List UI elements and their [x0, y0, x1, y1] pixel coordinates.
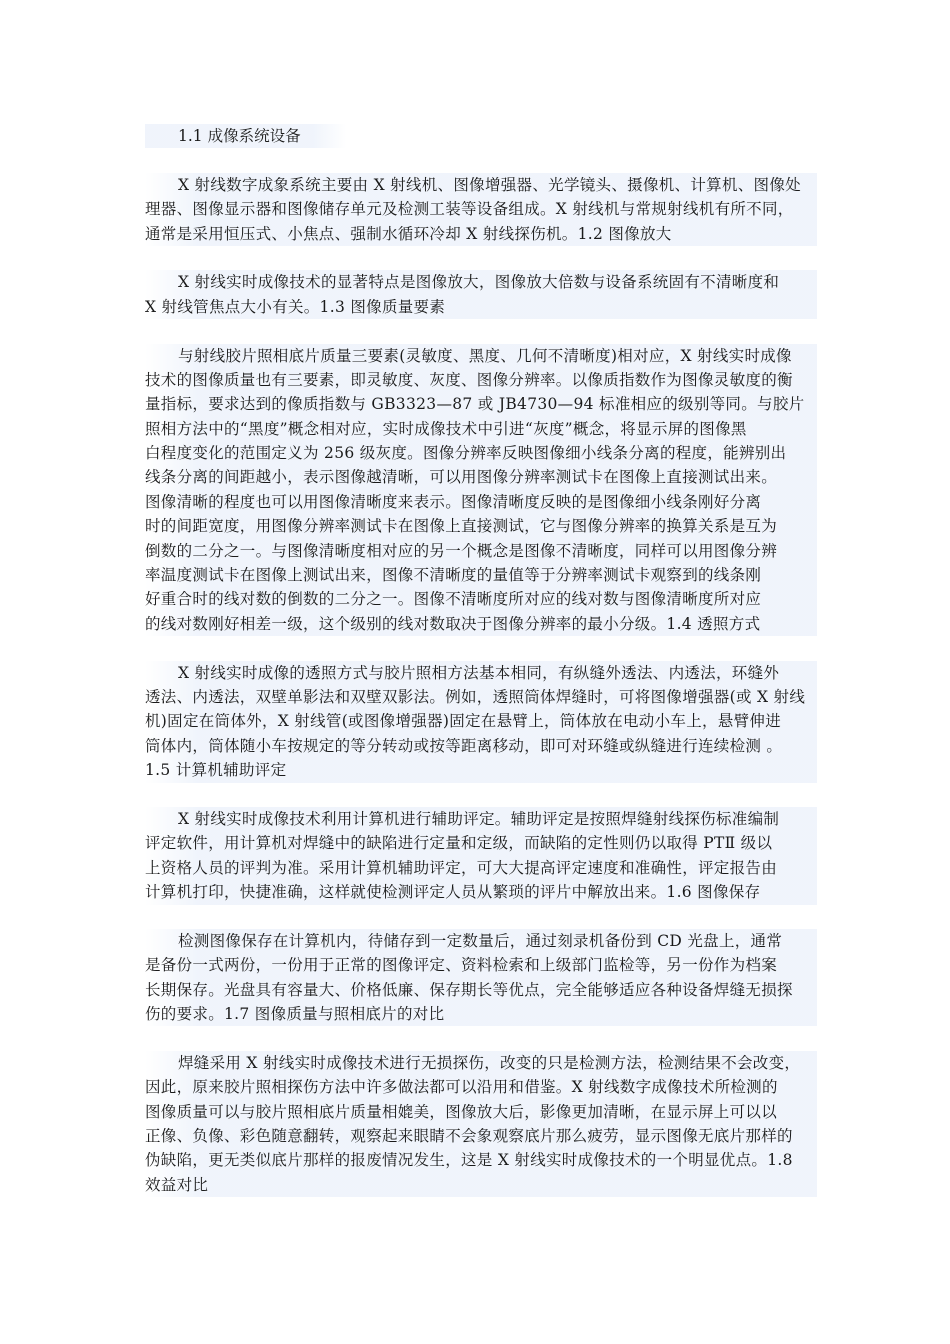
text-line: 时的间距宽度，用图像分辨率测试卡在图像上直接测试，它与图像分辨率的换算关系是互为 — [145, 514, 817, 538]
text-line: 焊缝采用 X 射线实时成像技术进行无损探伤，改变的只是检测方法，检测结果不会改变， — [145, 1051, 817, 1075]
text-line: X 射线实时成像技术的显著特点是图像放大，图像放大倍数与设备系统固有不清晰度和 — [145, 270, 817, 294]
text-line: 线条分离的间距越小，表示图像越清晰，可以用图像分辨率测试卡在图像上直接测试出来。 — [145, 465, 817, 489]
text-line: X 射线管焦点大小有关。1.3 图像质量要素 — [145, 295, 817, 319]
paragraph-equipment — [145, 173, 817, 246]
paragraph-gap — [145, 319, 817, 343]
text-line: 通常是采用恒压式、小焦点、强制水循环冷却 X 射线探伤机。1.2 图像放大 — [145, 222, 817, 246]
text-line: 效益对比 — [145, 1173, 817, 1197]
text-line: 筒体内，筒体随小车按规定的等分转动或按等距离移动，即可对环缝或纵缝进行连续检测 。 — [145, 734, 817, 758]
text-line: 理器、图像显示器和图像储存单元及检测工装等设备组成。X 射线机与常规射线机有所不同， — [145, 197, 817, 221]
text-line: 率温度测试卡在图像上测试出来，图像不清晰度的量值等于分辨率测试卡观察到的线条刚 — [145, 563, 817, 587]
text-line: 的线对数刚好相差一级，这个级别的线对数取决于图像分辨率的最小分级。1.4 透照方式 — [145, 612, 817, 636]
document-body — [145, 124, 817, 1197]
text-line: 照相方法中的“黑度”概念相对应，实时成像技术中引进“灰度”概念，将显示屏的图像黑 — [145, 417, 817, 441]
paragraph-computer-aided — [145, 807, 817, 905]
text-line: 透法、内透法，双壁单影法和双壁双影法。例如，透照筒体焊缝时，可将图像增强器(或 X 射线 — [145, 685, 817, 709]
text-line: 技术的图像质量也有三要素，即灵敏度、灰度、图像分辨率。以像质指数作为图像灵敏度的衡 — [145, 368, 817, 392]
paragraph-gap — [145, 246, 817, 270]
text-line: 1.5 计算机辅助评定 — [145, 758, 817, 782]
text-line: 因此，原来胶片照相探伤方法中许多做法都可以沿用和借鉴。X 射线数字成像技术所检测的 — [145, 1075, 817, 1099]
text-line: 量指标，要求达到的像质指数与 GB3323—87 或 JB4730—94 标准相应的级别等同。与胶片 — [145, 392, 817, 416]
paragraph-magnification — [145, 270, 817, 319]
paragraph-gap — [145, 148, 817, 172]
paragraph-gap — [145, 1026, 817, 1050]
paragraph-image-storage — [145, 929, 817, 1027]
text-line: 倒数的二分之一。与图像清晰度相对应的另一个概念是图像不清晰度，同样可以用图像分辨 — [145, 539, 817, 563]
paragraph-gap — [145, 905, 817, 929]
text-line: 伪缺陷，更无类似底片那样的报废情况发生，这是 X 射线实时成像技术的一个明显优点。1.8 — [145, 1148, 817, 1172]
text-line: 伤的要求。1.7 图像质量与照相底片的对比 — [145, 1002, 817, 1026]
text-line: X 射线实时成像的透照方式与胶片照相方法基本相同，有纵缝外透法、内透法，环缝外 — [145, 661, 817, 685]
paragraph-transillumination — [145, 661, 817, 783]
text-line: 是备份一式两份，一份用于正常的图像评定、资料检索和上级部门监检等，另一份作为档案 — [145, 953, 817, 977]
text-line: 好重合时的线对数的倒数的二分之一。图像不清晰度所对应的线对数与图像清晰度所对应 — [145, 587, 817, 611]
section-heading: 1.1 成像系统设备 — [145, 124, 817, 148]
paragraph-quality-comparison — [145, 1051, 817, 1197]
text-line: 长期保存。光盘具有容量大、价格低廉、保存期长等优点，完全能够适应各种设备焊缝无损探 — [145, 978, 817, 1002]
text-line: 与射线胶片照相底片质量三要素(灵敏度、黑度、几何不清晰度)相对应，X 射线实时成像 — [145, 344, 817, 368]
paragraph-image-quality — [145, 344, 817, 637]
text-line: 图像质量可以与胶片照相底片质量相媲美，图像放大后，影像更加清晰，在显示屏上可以以 — [145, 1100, 817, 1124]
text-line: 上资格人员的评判为准。采用计算机辅助评定，可大大提高评定速度和准确性，评定报告由 — [145, 856, 817, 880]
text-line: 检测图像保存在计算机内，待储存到一定数量后，通过刻录机备份到 CD 光盘上，通常 — [145, 929, 817, 953]
text-line: 机)固定在筒体外，X 射线管(或图像增强器)固定在悬臂上，筒体放在电动小车上，悬臂伸进 — [145, 709, 817, 733]
text-line: X 射线数字成象系统主要由 X 射线机、图像增强器、光学镜头、摄像机、计算机、图像处 — [145, 173, 817, 197]
text-line: 评定软件，用计算机对焊缝中的缺陷进行定量和定级，而缺陷的定性则仍以取得 PTⅡ 级以 — [145, 831, 817, 855]
text-line: 白程度变化的范围定义为 256 级灰度。图像分辨率反映图像细小线条分离的程度，能辨别出 — [145, 441, 817, 465]
paragraph-gap — [145, 783, 817, 807]
text-line: 正像、负像、彩色随意翻转，观察起来眼睛不会象观察底片那么疲劳，显示图像无底片那样的 — [145, 1124, 817, 1148]
paragraph-gap — [145, 636, 817, 660]
text-line: 图像清晰的程度也可以用图像清晰度来表示。图像清晰度反映的是图像细小线条刚好分离 — [145, 490, 817, 514]
text-line: X 射线实时成像技术利用计算机进行辅助评定。辅助评定是按照焊缝射线探伤标准编制 — [145, 807, 817, 831]
text-line: 计算机打印，快捷准确，这样就使检测评定人员从繁琐的评片中解放出来。1.6 图像保存 — [145, 880, 817, 904]
